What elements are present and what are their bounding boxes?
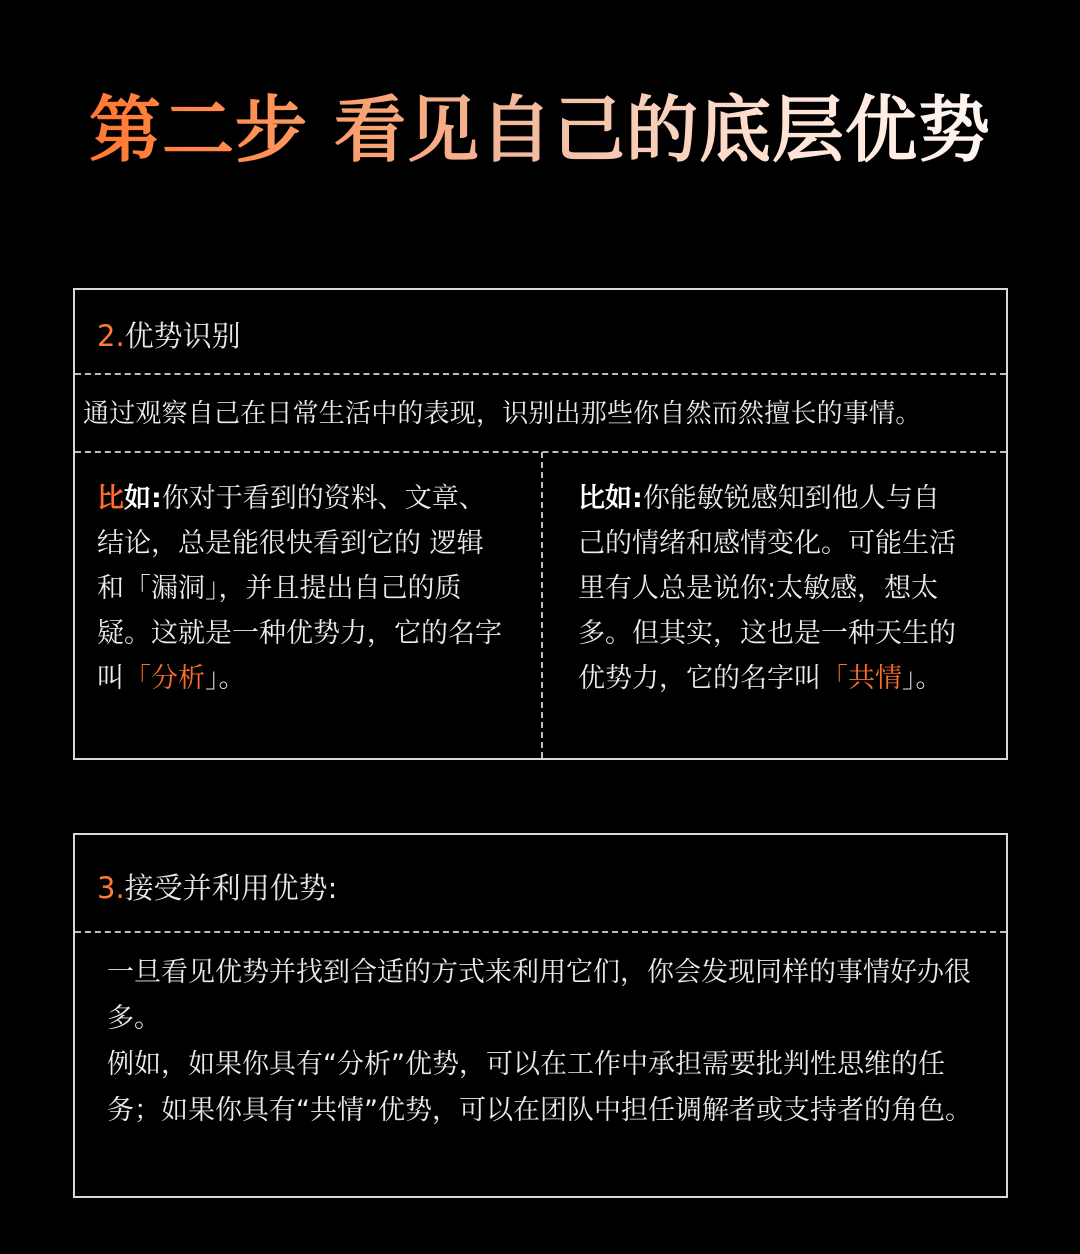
page-title: 第二步 看见自己的底层优势 xyxy=(0,82,1080,178)
quote-close: 」。 xyxy=(902,663,943,694)
quote-open: 「 xyxy=(124,663,151,694)
section-intro: 通过观察自己在日常生活中的表现，识别出那些你自然而然擅长的事情。 xyxy=(83,399,922,429)
section-number: 3. xyxy=(97,871,125,905)
column-divider xyxy=(541,452,543,758)
strength-identification-card xyxy=(73,288,1008,760)
strength-name-empathy: 共情 xyxy=(848,663,902,694)
example-label: 比如: xyxy=(578,483,643,514)
section-heading xyxy=(97,316,241,356)
example-text: 你对于看到的资料、文章、结论，总是能很快看到它的 逻辑 和「漏洞」，并且提出自己的质疑。这就是一种优势力，它的名字叫 xyxy=(97,483,502,694)
section-heading-text: 接受并利用优势: xyxy=(124,871,338,905)
example-label-accent: 比 xyxy=(97,483,124,514)
body-paragraph: 例如，如果你具有“分析”优势，可以在工作中承担需要批判性思维的任务；如果你具有“共情”优势，可以在团队中担任调解者或支持者的角色。 xyxy=(107,1049,972,1126)
accept-and-use-card xyxy=(73,833,1008,1198)
section-heading-text: 优势识别 xyxy=(124,319,241,353)
section-body xyxy=(107,950,987,1134)
example-empathy xyxy=(578,476,963,701)
section-heading xyxy=(97,868,337,908)
divider xyxy=(75,931,1006,933)
body-paragraph: 一旦看见优势并找到合适的方式来利用它们，你会发现同样的事情好办很多。 xyxy=(107,957,971,1034)
strength-name-analysis: 分析 xyxy=(151,663,205,694)
section-number: 2. xyxy=(97,319,125,353)
example-text: 你能敏锐感知到他人与自己的情绪和感情变化。可能生活里有人总是说你:太敏感，想太多。但其实，这也是一种天生的优势力，它的名字叫 xyxy=(578,483,956,694)
quote-open: 「 xyxy=(821,663,848,694)
quote-close: 」。 xyxy=(205,663,246,694)
example-analysis xyxy=(97,476,507,701)
divider xyxy=(75,373,1006,375)
example-label: 如: xyxy=(124,483,162,514)
